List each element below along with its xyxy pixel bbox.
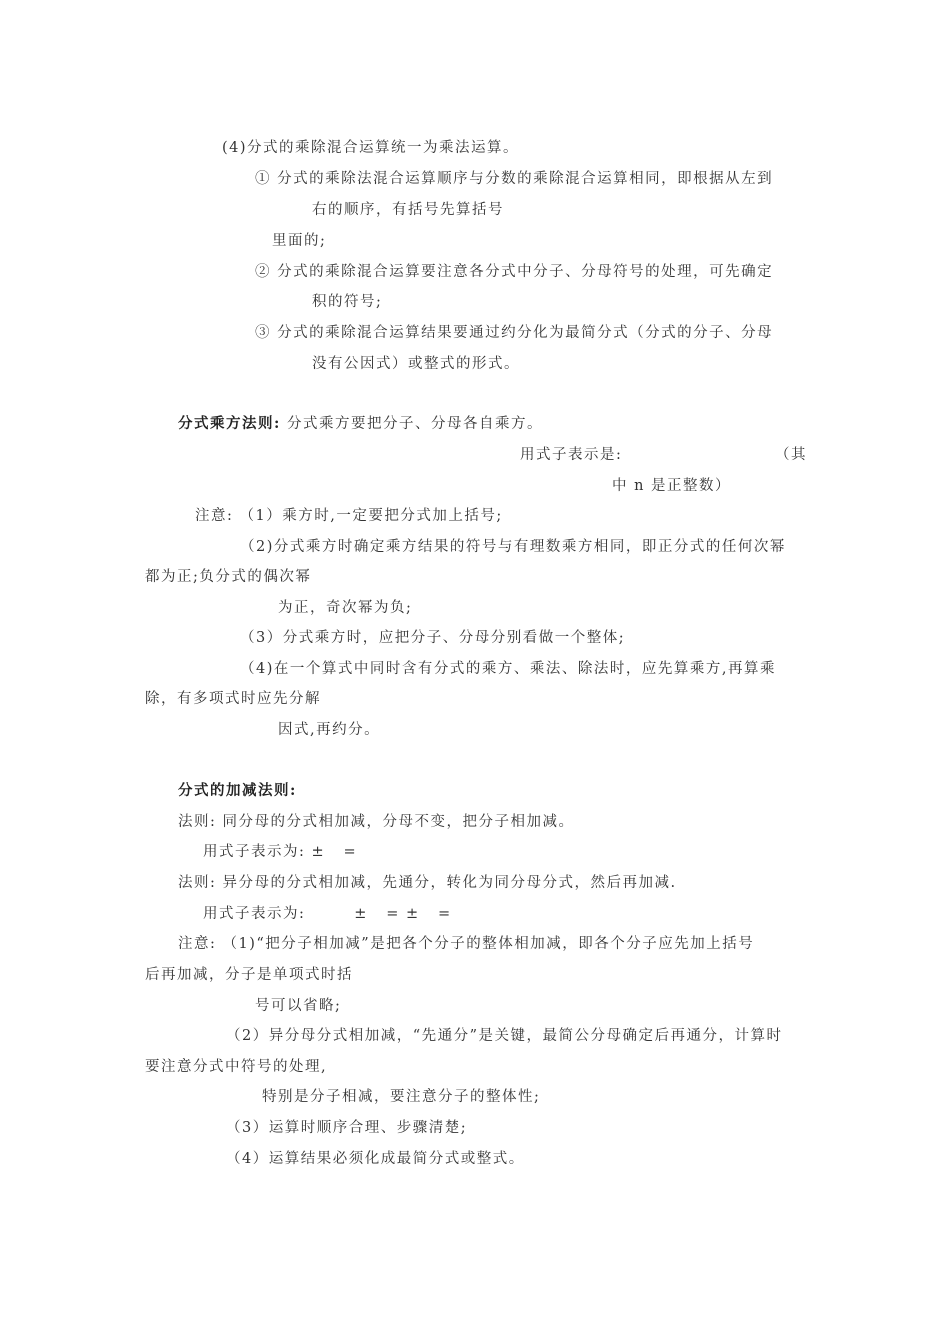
power-note4-line1: （4)在一个算式中同时含有分式的乘方、乘法、除法时，应先算乘方,再算乘 [240,661,776,677]
addsub-rule1: 法则: 同分母的分式相加减，分母不变，把分子相加减。 [178,814,575,830]
power-note1: 注意: （1）乘方时,一定要把分式加上括号; [195,508,503,524]
addsub-rule2: 法则: 异分母的分式相加减，先通分，转化为同分母分式，然后再加减. [178,875,677,891]
power-note4-line2: 除，有多项式时应先分解 [145,691,321,707]
item3-line1: ③ 分式的乘除混合运算结果要通过约分化为最简分式（分式的分子、分母 [255,325,774,341]
power-rule-text: 分式乘方要把分子、分母各自乘方。 [286,416,543,432]
power-rule-line [178,414,543,434]
power-formula-note: 中 n 是正整数） [612,478,732,494]
addsub-note4: （4）运算结果必须化成最简分式或整式。 [226,1151,525,1167]
power-note4-line3: 因式,再约分。 [278,722,381,738]
addsub-note1-line3: 号可以省略; [255,998,342,1014]
power-note2-line1: （2)分式乘方时确定乘方结果的符号与有理数乘方相同，即正分式的任何次幂 [240,539,786,555]
addsub-note2-line2: 要注意分式中符号的处理, [145,1059,328,1075]
item2-line2: 积的符号; [312,294,383,310]
item2-line1: ② 分式的乘除混合运算要注意各分式中分子、分母符号的处理，可先确定 [255,264,774,280]
section1-heading: (4)分式的乘除混合运算统一为乘法运算。 [222,140,520,156]
item1-line3: 里面的; [272,233,327,249]
addsub-note1-line2: 后再加减，分子是单项式时括 [145,967,353,983]
power-note3: （3）分式乘方时，应把分子、分母分别看做一个整体; [240,630,626,646]
power-formula-label: 用式子表示是: [520,447,623,463]
addsub-note1-line1: 注意: （1)“把分子相加减”是把各个分子的整体相加减，即各个分子应先加上括号 [178,936,755,952]
addsub-note3: （3）运算时顺序合理、步骤清楚; [226,1120,468,1136]
item3-line2: 没有公因式）或整式的形式。 [312,356,520,372]
power-rule-title: 分式乘方法则: [178,415,281,432]
power-note2-line2: 都为正;负分式的偶次幂 [145,569,312,585]
item1-line2: 右的顺序，有括号先算括号 [312,202,504,218]
power-formula-paren: （其 [775,447,807,463]
item1-line1: ① 分式的乘除法混合运算顺序与分数的乘除混合运算相同，即根据从左到 [255,171,774,187]
addsub-rule1-formula: 用式子表示为: ± = [203,844,358,860]
addsub-note2-line3: 特别是分子相减，要注意分子的整体性; [262,1089,541,1105]
addsub-note2-line1: （2）异分母分式相加减，“先通分”是关键，最简公分母确定后再通分，计算时 [226,1028,783,1044]
addsub-title: 分式的加减法则: [178,782,297,799]
power-note2-line3: 为正，奇次幂为负; [278,600,413,616]
addsub-rule2-formula: 用式子表示为: ± = ± = [203,906,452,922]
